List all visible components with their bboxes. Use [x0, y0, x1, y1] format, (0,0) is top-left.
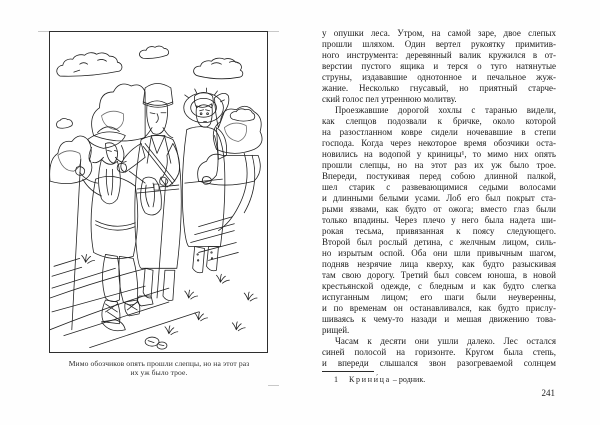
text-block [322, 28, 556, 369]
text-line: рыми язвами, как будто от ожога; вместо глаз были [322, 204, 556, 214]
illustration-caption [44, 359, 274, 377]
text-line: господа. Когда через некоторое время обозчики оста- [322, 138, 556, 148]
footnote-term: Крини́ца [349, 375, 391, 384]
footnote-marker: 1 [334, 375, 338, 384]
text-line: жание. Несколько гнусавый, но приятный старче- [322, 83, 556, 93]
text-line: Часам к десяти они ушли далеко. Лес остался [335, 336, 556, 346]
text-line: прошли шляхом. Один вертел рукоятку примитив- [322, 39, 556, 49]
caption-line: их уж было трое. [130, 368, 188, 378]
text-line: Впереди, постукивая перед собою длинной палкой, [322, 171, 556, 181]
footnote-definition: – родник. [392, 375, 426, 384]
text-line: прошли слепцы, но на этот раз их уж было трое. [322, 160, 556, 170]
footnote-rule [322, 371, 374, 372]
illustration-frame [49, 31, 268, 353]
text-line: ский голос пел утреннюю молитву. [322, 94, 457, 104]
text-line: крестьянской одежде, с бледным и как будто слегка [322, 281, 556, 291]
text-line: у опушки леса. Утром, на самой заре, двое слепых [322, 28, 556, 38]
text-line: там свою дорогу. Третий был совсем юноша, в новой [322, 270, 556, 280]
illustration-clouds [57, 46, 255, 128]
text-line: новились на водопой у криницы¹, то мимо них опять [322, 149, 556, 159]
figure-middle-man [135, 84, 181, 306]
text-line: синей полосой на горизонте. Кругом была степь, [322, 347, 556, 357]
text-line: Проезжавшие дорогой хохлы с таранью видели, [335, 105, 556, 115]
text-line: испуганным лицом; его шаги были неуверенны, [322, 292, 556, 302]
text-line: струны, издававшие однотонное и печальное жуж- [322, 72, 556, 82]
text-line: рокая тесьма, привязанная к поясу следующего. [322, 226, 556, 236]
text-line: только впадины. Через плечо у него была надета ши- [322, 215, 556, 225]
caption-line: Мимо обозчиков опять прошли слепцы, но на этот раз [68, 359, 250, 368]
footnote [322, 375, 556, 384]
figure-middle-man-arm [117, 143, 145, 172]
illustration-ground [50, 217, 257, 349]
text-line: рищей. [322, 325, 350, 335]
text-line: как слепцов подозвали к бричке, около которой [322, 116, 556, 126]
frame-overshoot-top-left [38, 31, 49, 32]
text-line: и по временам он останавливался, как будто прислу- [322, 303, 556, 313]
book-illustration [50, 32, 267, 352]
page-number: 241 [541, 388, 555, 398]
text-line: верстии пустого ящика и терся о туго натянутые [322, 61, 556, 71]
text-line: и длинными белыми усами. Лоб его был покрыт ста- [322, 193, 556, 203]
frame-overshoot-top-right [268, 31, 279, 32]
text-line: ного инструмента: деревянный валик кружился в от- [322, 50, 556, 60]
text-line: подняв незрячие лица кверху, как будто разыскивая [322, 259, 556, 269]
text-line: на разостланном ковре сидели ночевавшие в степи [322, 127, 556, 137]
text-line: Второй был рослый детина, с желчным лицом, силь- [322, 237, 556, 247]
frame-overshoot-bottom-right [268, 385, 279, 386]
text-line: но изрытым оспой. Оба они шли привычным шагом, [322, 248, 556, 258]
text-line: шел старик с развевающимися седыми волосами [322, 182, 556, 192]
figure-old-man [72, 127, 145, 331]
text-line: и впереди слышался звон разогреваемой солнцем [322, 358, 556, 368]
text-line: шиваясь к чему-то назади и мешая движению това- [322, 314, 556, 324]
